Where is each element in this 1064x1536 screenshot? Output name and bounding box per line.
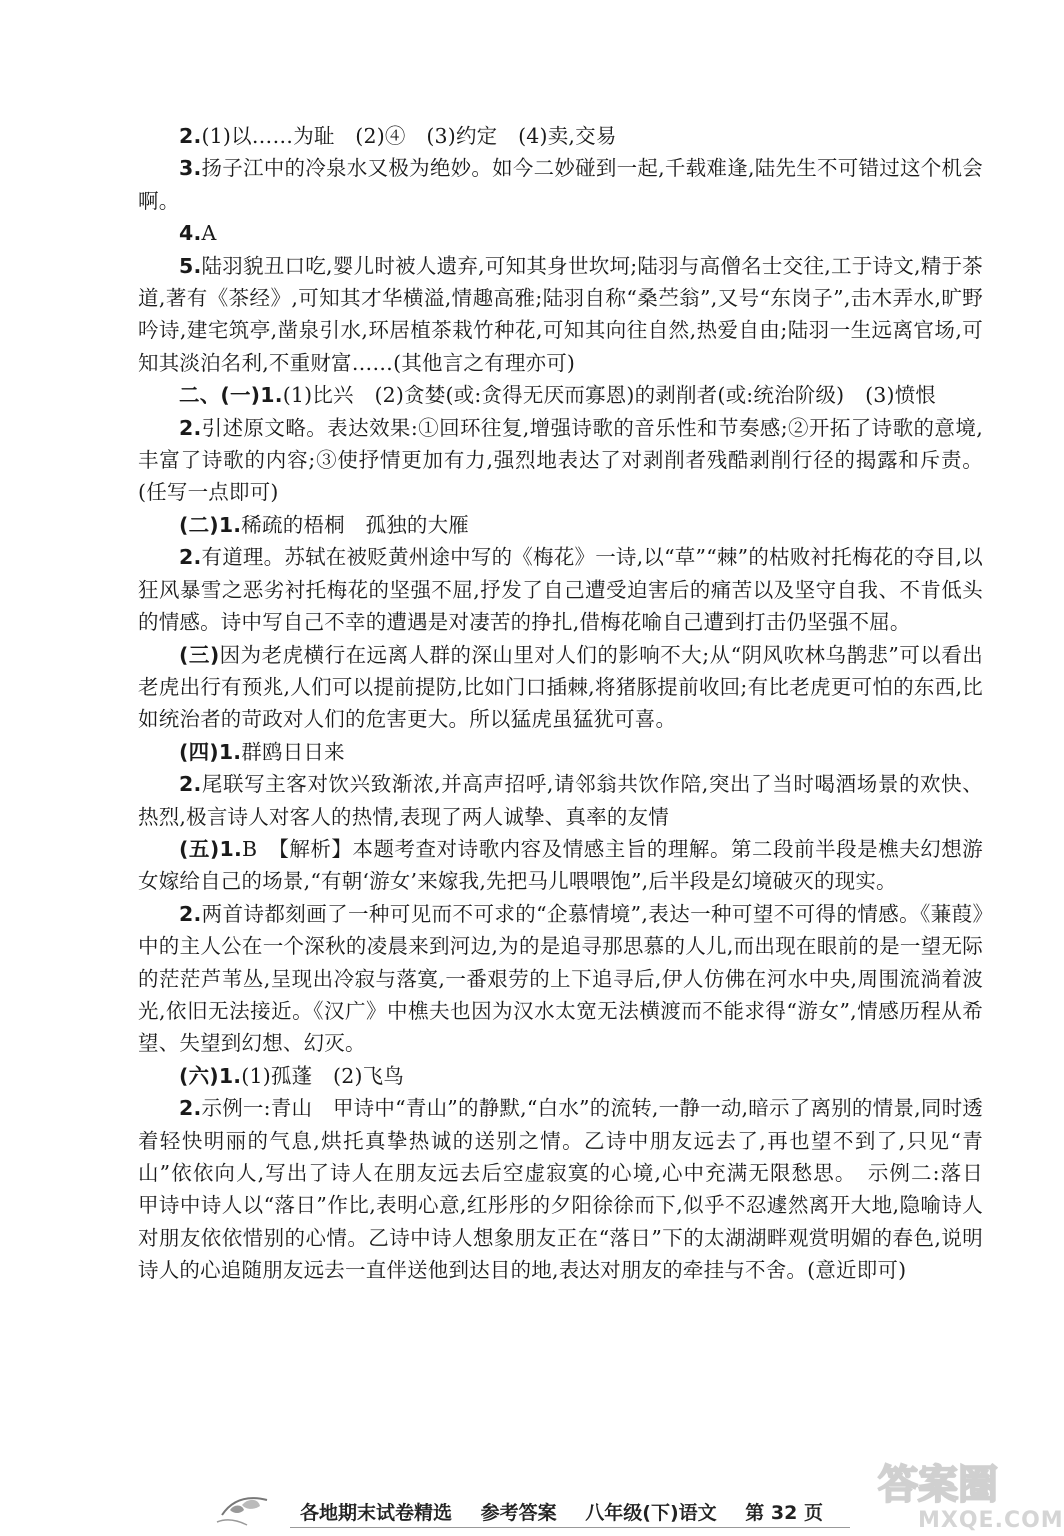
footer-divider <box>290 1527 850 1528</box>
answer-text: A <box>201 221 217 246</box>
answer-text: (1)比兴 (2)贪婪(或:贪得无厌而寡恩)的剥削者(或:统治阶级) (3)愤恨 <box>282 383 937 408</box>
answer-item <box>138 1060 983 1092</box>
answer-number: 2. <box>179 124 202 148</box>
answer-item <box>138 250 983 380</box>
watermark-url: MXQE.COM <box>918 1508 1064 1533</box>
answer-text: 陆羽貌丑口吃,婴儿时被人遗弃,可知其身世坎坷;陆羽与高僧名士交往,工于诗文,精于茶道,著有《茶经》,可知其才华横溢,情趣高雅;陆羽自称“桑苎翁”,又号“东岗子”,击木弄水,旷野吟诗,建宅筑亭,凿泉引水,环居植茶栽竹种花,可知其向往自然,热爱自由;陆羽一生远离官场,可知其淡泊名利,不重财富……(其他言之有理亦可) <box>138 253 983 375</box>
footer-section: 参考答案 <box>480 1502 557 1524</box>
answer-text: 尾联写主客对饮兴致渐浓,并高声招呼,请邻翁共饮作陪,突出了当时喝酒场景的欢快、热烈,极言诗人对客人的热情,表现了两人诚挚、真率的友情 <box>138 772 983 829</box>
answer-text: 群鸥日日来 <box>241 739 345 764</box>
answer-number: 2. <box>179 772 202 797</box>
answer-number: 5. <box>179 253 202 278</box>
answer-text: 稀疏的梧桐 孤独的大雁 <box>241 512 469 537</box>
answer-item <box>138 152 983 217</box>
answer-text: (1)孤蓬 (2)飞鸟 <box>241 1063 405 1088</box>
answer-text: 示例一:青山 甲诗中“青山”的静默,“白水”的流转,一静一动,暗示了离别的情景,同时透着轻快明丽的气息,烘托真挚热诚的送别之情。乙诗中朋友远去了,再也望不到了,只见“青山”依依向人,写出了诗人在朋友远去后空虚寂寞的心境,心中充满无限愁思。 示例二:落日 甲诗中诗人以“落日”作比,表明心意,红彤彤的夕阳徐徐而下,似乎不忍遽然离开大地,隐喻诗人对朋友依依惜别的心情。乙诗中诗人想象朋友正在“落日”下的太湖湖畔观赏明媚的春色,说明诗人的心追随朋友远去一直伴送他到达目的地,表达对朋友的牵挂与不舍。(意近即可) <box>138 1096 1004 1283</box>
answer-item <box>138 217 983 249</box>
answer-number: (四)1. <box>179 739 242 764</box>
answer-text: (1)以……为耻 (2)④ (3)约定 (4)卖,交易 <box>201 124 617 148</box>
answer-number: (三) <box>179 642 220 667</box>
answer-item <box>138 120 983 152</box>
answer-text: 扬子江中的冷泉水又极为绝妙。如今二妙碰到一起,千载难逢,陆先生不可错过这个机会啊。 <box>138 156 983 213</box>
answer-number: (五)1. <box>179 836 242 861</box>
answer-content <box>138 120 1004 1287</box>
answer-text: 因为老虎横行在远离人群的深山里对人们的影响不大;从“阴风吹林乌鹊悲”可以看出老虎出行有预兆,人们可以提前提防,比如门口插棘,将猪豚提前收回;有比老虎更可怕的东西,比如统治者的苛政对人们的危害更大。所以猛虎虽猛犹可喜。 <box>138 642 983 732</box>
answer-item <box>138 379 983 411</box>
page-footer <box>300 1498 845 1525</box>
answer-item <box>138 509 983 541</box>
answer-number: (二)1. <box>179 512 242 537</box>
answer-item <box>138 898 983 1060</box>
answer-number: 2. <box>179 1096 202 1121</box>
answer-number: 2. <box>179 545 202 570</box>
answer-text: 两首诗都刻画了一种可见而不可求的“企慕情境”,表达一种可望不可得的情感。《蒹葭》中的主人公在一个深秋的凌晨来到河边,为的是追寻那思慕的人儿,而出现在眼前的是一望无际的茫茫芦苇丛,呈现出冷寂与落寞,一番艰劳的上下追寻后,伊人仿佛在河水中央,周围流淌着波光,依旧无法接近。《汉广》中樵夫也因为汉水太宽无法横渡而不能求得“游女”,情感历程从希望、失望到幻想、幻灭。 <box>138 901 983 1056</box>
answer-text: B 【解析】本题考查对诗歌内容及情感主旨的理解。第二段前半段是樵夫幻想游女嫁给自己的场景,“有朝‘游女’来嫁我,先把马儿喂喂饱”,后半段是幻境破灭的现实。 <box>138 836 983 894</box>
answer-item <box>138 639 983 736</box>
footer-book-title: 各地期末试卷精选 <box>300 1502 453 1524</box>
answer-number: (六)1. <box>179 1063 242 1088</box>
answer-number: 2. <box>179 901 202 926</box>
answer-item <box>138 768 983 833</box>
answer-item <box>138 541 983 638</box>
watermark-logo-text: 答案圈 <box>878 1462 998 1508</box>
answer-text: 有道理。苏轼在被贬黄州途中写的《梅花》一诗,以“草”“棘”的枯败衬托梅花的夺目,以狂风暴雪之恶劣衬托梅花的坚强不屈,抒发了自己遭受迫害后的痛苦以及坚守自我、不肯低头的情感。诗中写自己不幸的遭遇是对凄苦的挣扎,借梅花喻自己遭到打击仍坚强不屈。 <box>138 545 983 635</box>
answer-number: 4. <box>179 221 202 246</box>
answer-item <box>138 736 983 768</box>
answer-number: 3. <box>179 156 202 181</box>
answer-number: 2. <box>179 415 202 440</box>
footer-grade-subject: 八年级(下)语文 <box>585 1502 717 1524</box>
answer-item <box>138 412 983 509</box>
ink-flower-decoration-icon <box>212 1470 282 1530</box>
answer-item <box>138 1092 1004 1286</box>
footer-page-number: 第 32 页 <box>745 1502 823 1524</box>
answer-item <box>138 833 983 898</box>
answer-text: 引述原文略。表达效果:①回环往复,增强诗歌的音乐性和节奏感;②开拓了诗歌的意境,丰富了诗歌的内容;③使抒情更加有力,强烈地表达了对剥削者残酷剥削行径的揭露和斥责。(任写一点即可) <box>138 415 983 505</box>
answer-number: 二、(一)1. <box>179 383 283 408</box>
